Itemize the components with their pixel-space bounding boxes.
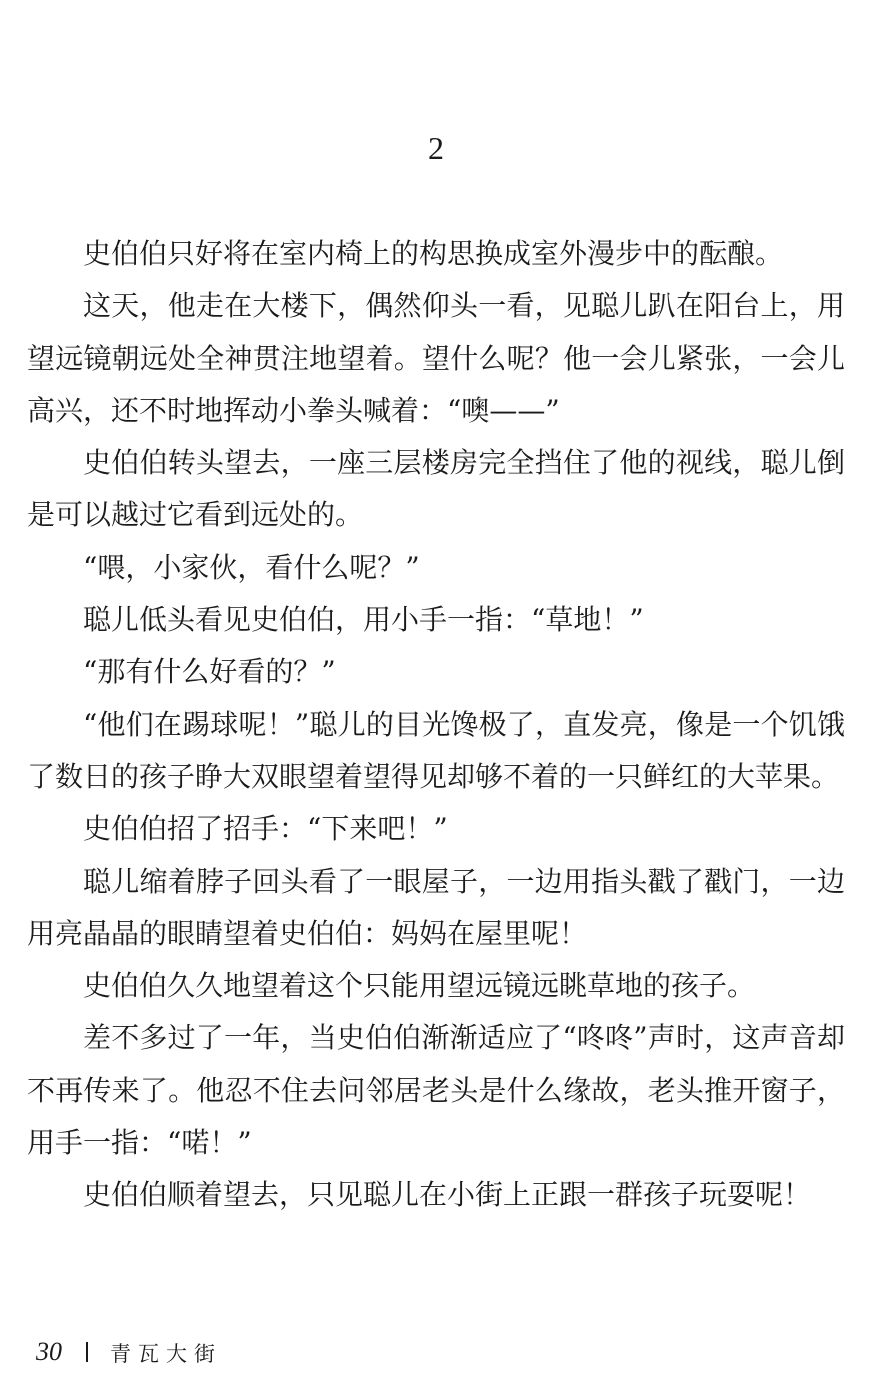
chapter-number: 2: [428, 130, 444, 166]
paragraph: 史伯伯招了招手：“下来吧！”: [83, 812, 448, 846]
book-title: 青瓦大街: [110, 1342, 222, 1366]
paragraph: 史伯伯顺着望去，只见聪儿在小街上正跟一群孩子玩耍呢！: [83, 1178, 812, 1212]
paragraph: 史伯伯久久地望着这个只能用望远镜远眺草地的孩子。: [83, 969, 756, 1003]
body-text: [27, 228, 845, 1222]
paragraph: “喂，小家伙，看什么呢？”: [83, 550, 420, 584]
page-footer: [36, 1332, 222, 1372]
paragraph: 聪儿低头看见史伯伯，用小手一指：“草地！”: [83, 603, 644, 637]
paragraph: 差不多过了一年，当史伯伯渐渐适应了“咚咚”声时，这声音却不再传来了。他忍不住去问邻居老头是什么缘故，老头推开窗子，用手一指：“喏！”: [27, 1021, 845, 1160]
paragraph: 史伯伯只好将在室内椅上的构思换成室外漫步中的酝酿。: [83, 237, 784, 270]
paragraph: 史伯伯转头望去，一座三层楼房完全挡住了他的视线，聪儿倒是可以越过它看到远处的。: [27, 446, 845, 532]
paragraph: 聪儿缩着脖子回头看了一眼屋子，一边用指头戳了戳门，一边用亮晶晶的眼睛望着史伯伯：妈妈在屋里呢！: [27, 864, 845, 950]
page-number: 30: [36, 1337, 62, 1366]
footer-divider: [86, 1342, 88, 1362]
paragraph: “他们在踢球呢！”聪儿的目光馋极了，直发亮，像是一个饥饿了数日的孩子睁大双眼望着望得见却够不着的一只鲜红的大苹果。: [27, 707, 845, 793]
paragraph: “那有什么好看的？”: [83, 655, 336, 689]
paragraph: 这天，他走在大楼下，偶然仰头一看，见聪儿趴在阳台上，用望远镜朝远处全神贯注地望着。望什么呢？他一会儿紧张，一会儿高兴，还不时地挥动小拳头喊着：“噢——”: [27, 289, 845, 427]
